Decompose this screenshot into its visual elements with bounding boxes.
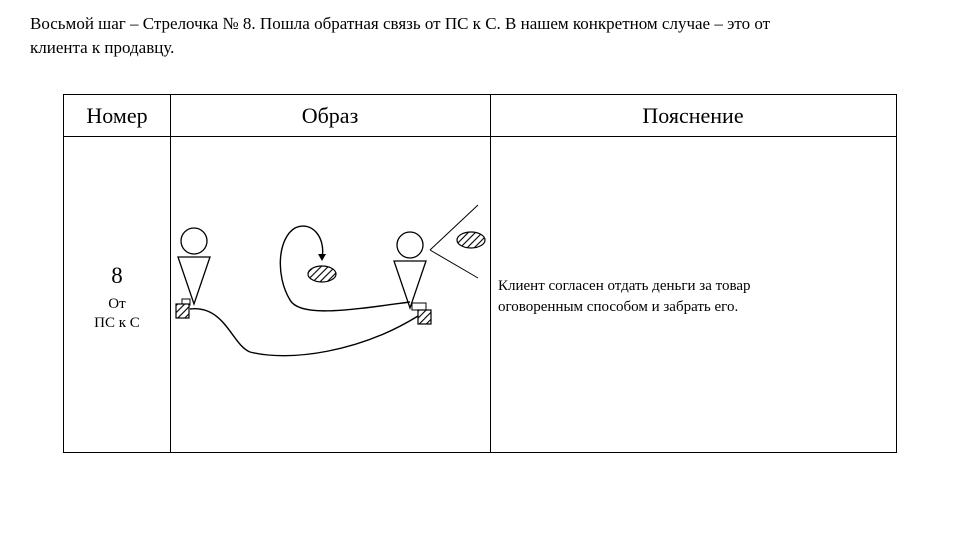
header-explanation: Пояснение — [642, 103, 744, 128]
hatched-box-icon — [418, 310, 431, 324]
right-person-icon — [394, 232, 426, 310]
step-explanation-line-1: Клиент согласен отдать деньги за товар — [498, 278, 751, 294]
thought-line-lower — [430, 250, 478, 278]
header-number: Номер — [86, 103, 148, 128]
intro-line-2: клиента к продавцу. — [30, 38, 175, 57]
coin-icon — [457, 232, 485, 248]
coin-icon — [308, 266, 336, 282]
step-number: 8 — [111, 263, 123, 288]
intro-line-1: Восьмой шаг – Стрелочка № 8. Пошла обратная связь от ПС к С. В нашем конкретном случае – это от — [30, 14, 771, 33]
feedback-arrow-icon — [280, 226, 410, 311]
hatched-box-icon — [176, 304, 189, 318]
connection-line — [190, 309, 418, 356]
step-direction-line-2: ПС к С — [94, 315, 140, 331]
arrow-head-icon — [318, 254, 326, 261]
step-direction-line-1: От — [108, 296, 126, 312]
step-explanation-line-2: оговоренным способом и забрать его. — [498, 299, 739, 315]
left-person-icon — [178, 228, 210, 305]
header-image: Образ — [301, 103, 359, 128]
